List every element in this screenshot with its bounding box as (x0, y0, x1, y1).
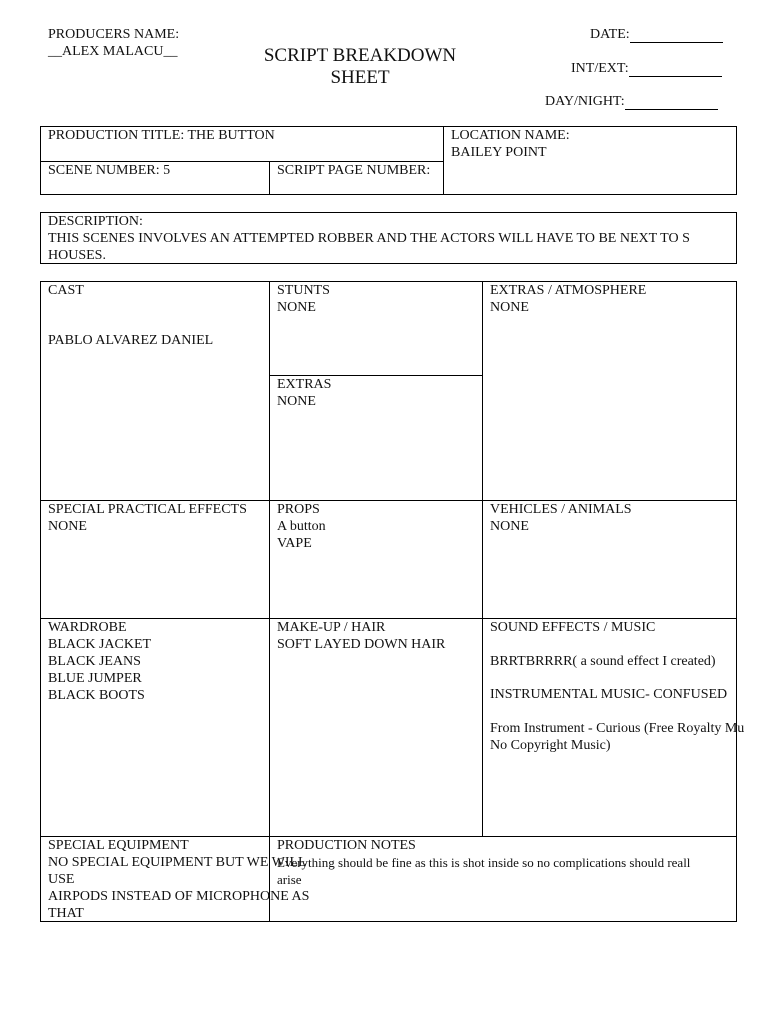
day-night-field[interactable] (545, 93, 718, 110)
int-ext-blank (629, 62, 722, 77)
production-title: PRODUCTION TITLE: THE BUTTON (48, 128, 275, 143)
special-equipment-line: USE (48, 872, 75, 887)
date-label: DATE: (590, 27, 630, 42)
wardrobe-item: BLACK BOOTS (48, 688, 145, 703)
description-label: DESCRIPTION: (48, 214, 143, 229)
location-name-label: LOCATION NAME: (451, 128, 570, 143)
sheet-title-line1: SCRIPT BREAKDOWN (263, 45, 457, 66)
special-practical-effects-value: NONE (48, 519, 87, 534)
int-ext-field[interactable] (571, 60, 722, 77)
day-night-blank (625, 95, 718, 110)
extras-label: EXTRAS (277, 377, 332, 392)
special-practical-effects-label: SPECIAL PRACTICAL EFFECTS (48, 502, 247, 517)
divider (269, 161, 270, 195)
vehicles-animals-value: NONE (490, 519, 529, 534)
sound-effect-line: BRRTBRRRR( a sound effect I created) (490, 654, 716, 669)
extras-atmosphere-value: NONE (490, 300, 529, 315)
props-item: A button (277, 519, 326, 534)
props-label: PROPS (277, 502, 320, 517)
extras-atmosphere-label: EXTRAS / ATMOSPHERE (490, 283, 647, 298)
description-line2: HOUSES. (48, 248, 106, 263)
divider (269, 281, 270, 922)
wardrobe-label: WARDROBE (48, 620, 127, 635)
day-night-label: DAY/NIGHT: (545, 94, 625, 109)
music-source-line: From Instrument - Curious (Free Royalty Mu (490, 721, 745, 736)
description-line1: THIS SCENES INVOLVES AN ATTEMPTED ROBBER AND THE ACTORS WILL HAVE TO BE NEXT TO S (48, 231, 690, 246)
vehicles-animals-label: VEHICLES / ANIMALS (490, 502, 632, 517)
date-blank (630, 28, 723, 43)
cast-label: CAST (48, 283, 84, 298)
extras-value: NONE (277, 394, 316, 409)
wardrobe-item: BLACK JEANS (48, 654, 141, 669)
location-name-value: BAILEY POINT (451, 145, 547, 160)
int-ext-label: INT/EXT: (571, 61, 629, 76)
music-line: INSTRUMENTAL MUSIC- CONFUSED (490, 687, 728, 702)
wardrobe-item: BLACK JACKET (48, 637, 152, 652)
wardrobe-item: BLUE JUMPER (48, 671, 142, 686)
special-equipment-line: AIRPODS INSTEAD OF MICROPHONE AS (48, 889, 310, 904)
production-notes-line: arise (277, 872, 302, 887)
special-equipment-line: NO SPECIAL EQUIPMENT BUT WE WILL (48, 855, 307, 870)
production-notes-line: Everything should be fine as this is shot inside so no complications should reall (277, 855, 691, 870)
stunts-label: STUNTS (277, 283, 330, 298)
scene-number: SCENE NUMBER: 5 (48, 163, 171, 178)
date-field[interactable] (590, 26, 723, 43)
special-equipment-label: SPECIAL EQUIPMENT (48, 838, 189, 853)
sheet-title-line2: SHEET (330, 67, 390, 88)
script-page-number: SCRIPT PAGE NUMBER: (277, 163, 431, 178)
props-item: VAPE (277, 536, 312, 551)
divider (482, 281, 483, 837)
sound-effects-music-label: SOUND EFFECTS / MUSIC (490, 620, 656, 635)
production-notes-label: PRODUCTION NOTES (277, 838, 416, 853)
cast-value: PABLO ALVAREZ DANIEL (48, 333, 214, 348)
special-equipment-line: THAT (48, 906, 84, 921)
makeup-hair-label: MAKE-UP / HAIR (277, 620, 386, 635)
music-source-line: No Copyright Music) (490, 738, 611, 753)
makeup-hair-value: SOFT LAYED DOWN HAIR (277, 637, 446, 652)
breakdown-grid (40, 281, 737, 922)
stunts-value: NONE (277, 300, 316, 315)
producer-name-value: __ALEX MALACU__ (48, 44, 178, 59)
producers-name-label: PRODUCERS NAME: (48, 27, 180, 42)
